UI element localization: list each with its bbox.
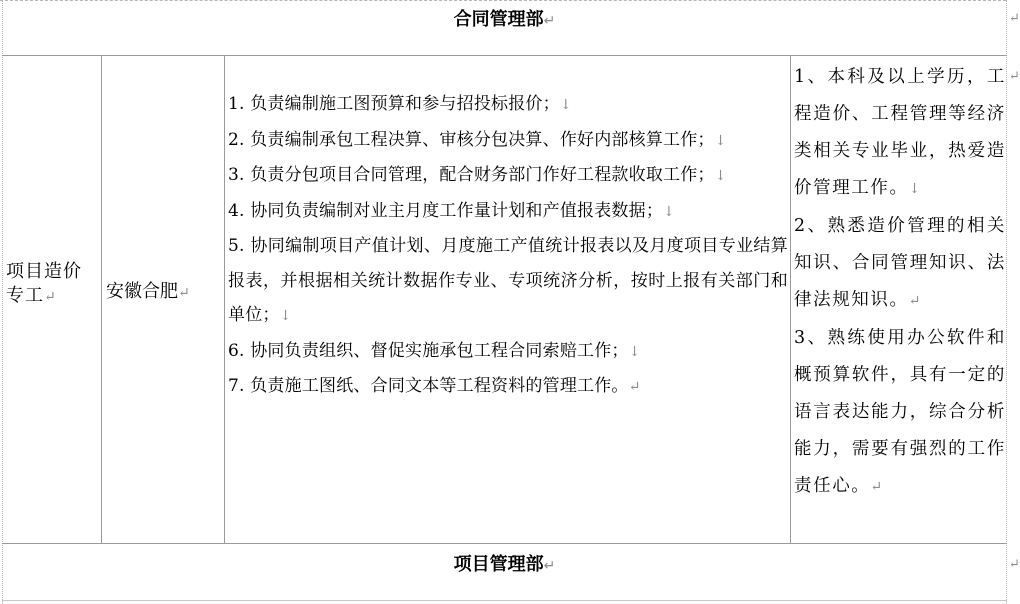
line-break-icon: ↓ [559, 97, 572, 113]
section-title-text: 合同管理部 [453, 9, 544, 30]
location-cell [106, 280, 222, 305]
section-title-project-dept [3, 553, 1006, 578]
duty-item: 7. 负责施工图纸、合同文本等工程资料的管理工作。↵ [228, 376, 641, 396]
row-end-mark-icon: ↵ [1009, 557, 1020, 572]
line-break-icon: ↓ [279, 308, 292, 324]
row-divider-bottom [2, 600, 1007, 601]
section-title-contract-dept [3, 8, 1006, 33]
paragraph-mark-icon: ↵ [628, 379, 641, 395]
paragraph-mark-icon: ↵ [178, 285, 190, 301]
position-name: 项目造价专工 [6, 261, 82, 306]
column-divider-2 [224, 56, 225, 543]
line-break-icon: ↓ [908, 181, 921, 197]
requirements-list [794, 59, 1006, 506]
paragraph-mark-icon: ↵ [870, 479, 883, 495]
column-divider-3 [790, 56, 791, 543]
requirement-item: 1、本科及以上学历，工程造价、工程管理等经济类相关专业毕业，热爱造价管理工作。↓ [794, 67, 1006, 198]
row-end-mark-icon: ↵ [1009, 11, 1020, 26]
position-cell [6, 260, 100, 309]
duty-item: 4. 协同负责编制对业主月度工作量计划和产值报表数据；↓ [228, 200, 675, 221]
requirement-item: 2、熟悉造价管理的相关知识、合同管理知识、法律法规知识。↵ [794, 216, 1006, 310]
paragraph-mark-icon: ↵ [543, 13, 556, 29]
line-break-icon: ↓ [714, 168, 727, 184]
row-divider-header [2, 55, 1007, 56]
table-left-border [2, 0, 4, 604]
duty-item: 2. 负责编制承包工程决算、审核分包决算、作好内部核算工作；↓ [228, 129, 727, 150]
table-top-border [0, 0, 1006, 2]
line-break-icon: ↓ [663, 203, 675, 220]
requirement-item: 3、熟练使用办公软件和概预算软件，具有一定的语言表达能力，综合分析能力，需要有强烈的工作责任心。↵ [794, 328, 1006, 496]
duty-item: 5. 协同编制项目产值计划、月度施工产值统计报表以及月度项目专业结算报表，并根据相关统计数据作专业、专项统济分析，按时上报有关部门和单位；↓ [228, 236, 788, 325]
line-break-icon: ↓ [714, 132, 727, 149]
line-break-icon: ↓ [628, 343, 641, 360]
location-name: 安徽合肥 [106, 281, 178, 302]
row-end-mark-icon: ↵ [1009, 69, 1020, 84]
column-divider-1 [101, 56, 102, 543]
row-divider-footer [2, 543, 1007, 544]
table-right-border [1006, 0, 1008, 604]
paragraph-mark-icon: ↵ [543, 558, 556, 574]
duty-item: 3. 负责分包项目合同管理，配合财务部门作好工程款收取工作；↓ [228, 165, 727, 185]
duty-item: 6. 协同负责组织、督促实施承包工程合同索赔工作；↓ [228, 340, 641, 361]
paragraph-mark-icon: ↵ [44, 289, 56, 305]
duty-item: 1. 负责编制施工图预算和参与招投标报价；↓ [228, 94, 572, 114]
section-title-text: 项目管理部 [453, 554, 544, 575]
duties-list [228, 87, 788, 405]
paragraph-mark-icon: ↵ [908, 293, 921, 309]
